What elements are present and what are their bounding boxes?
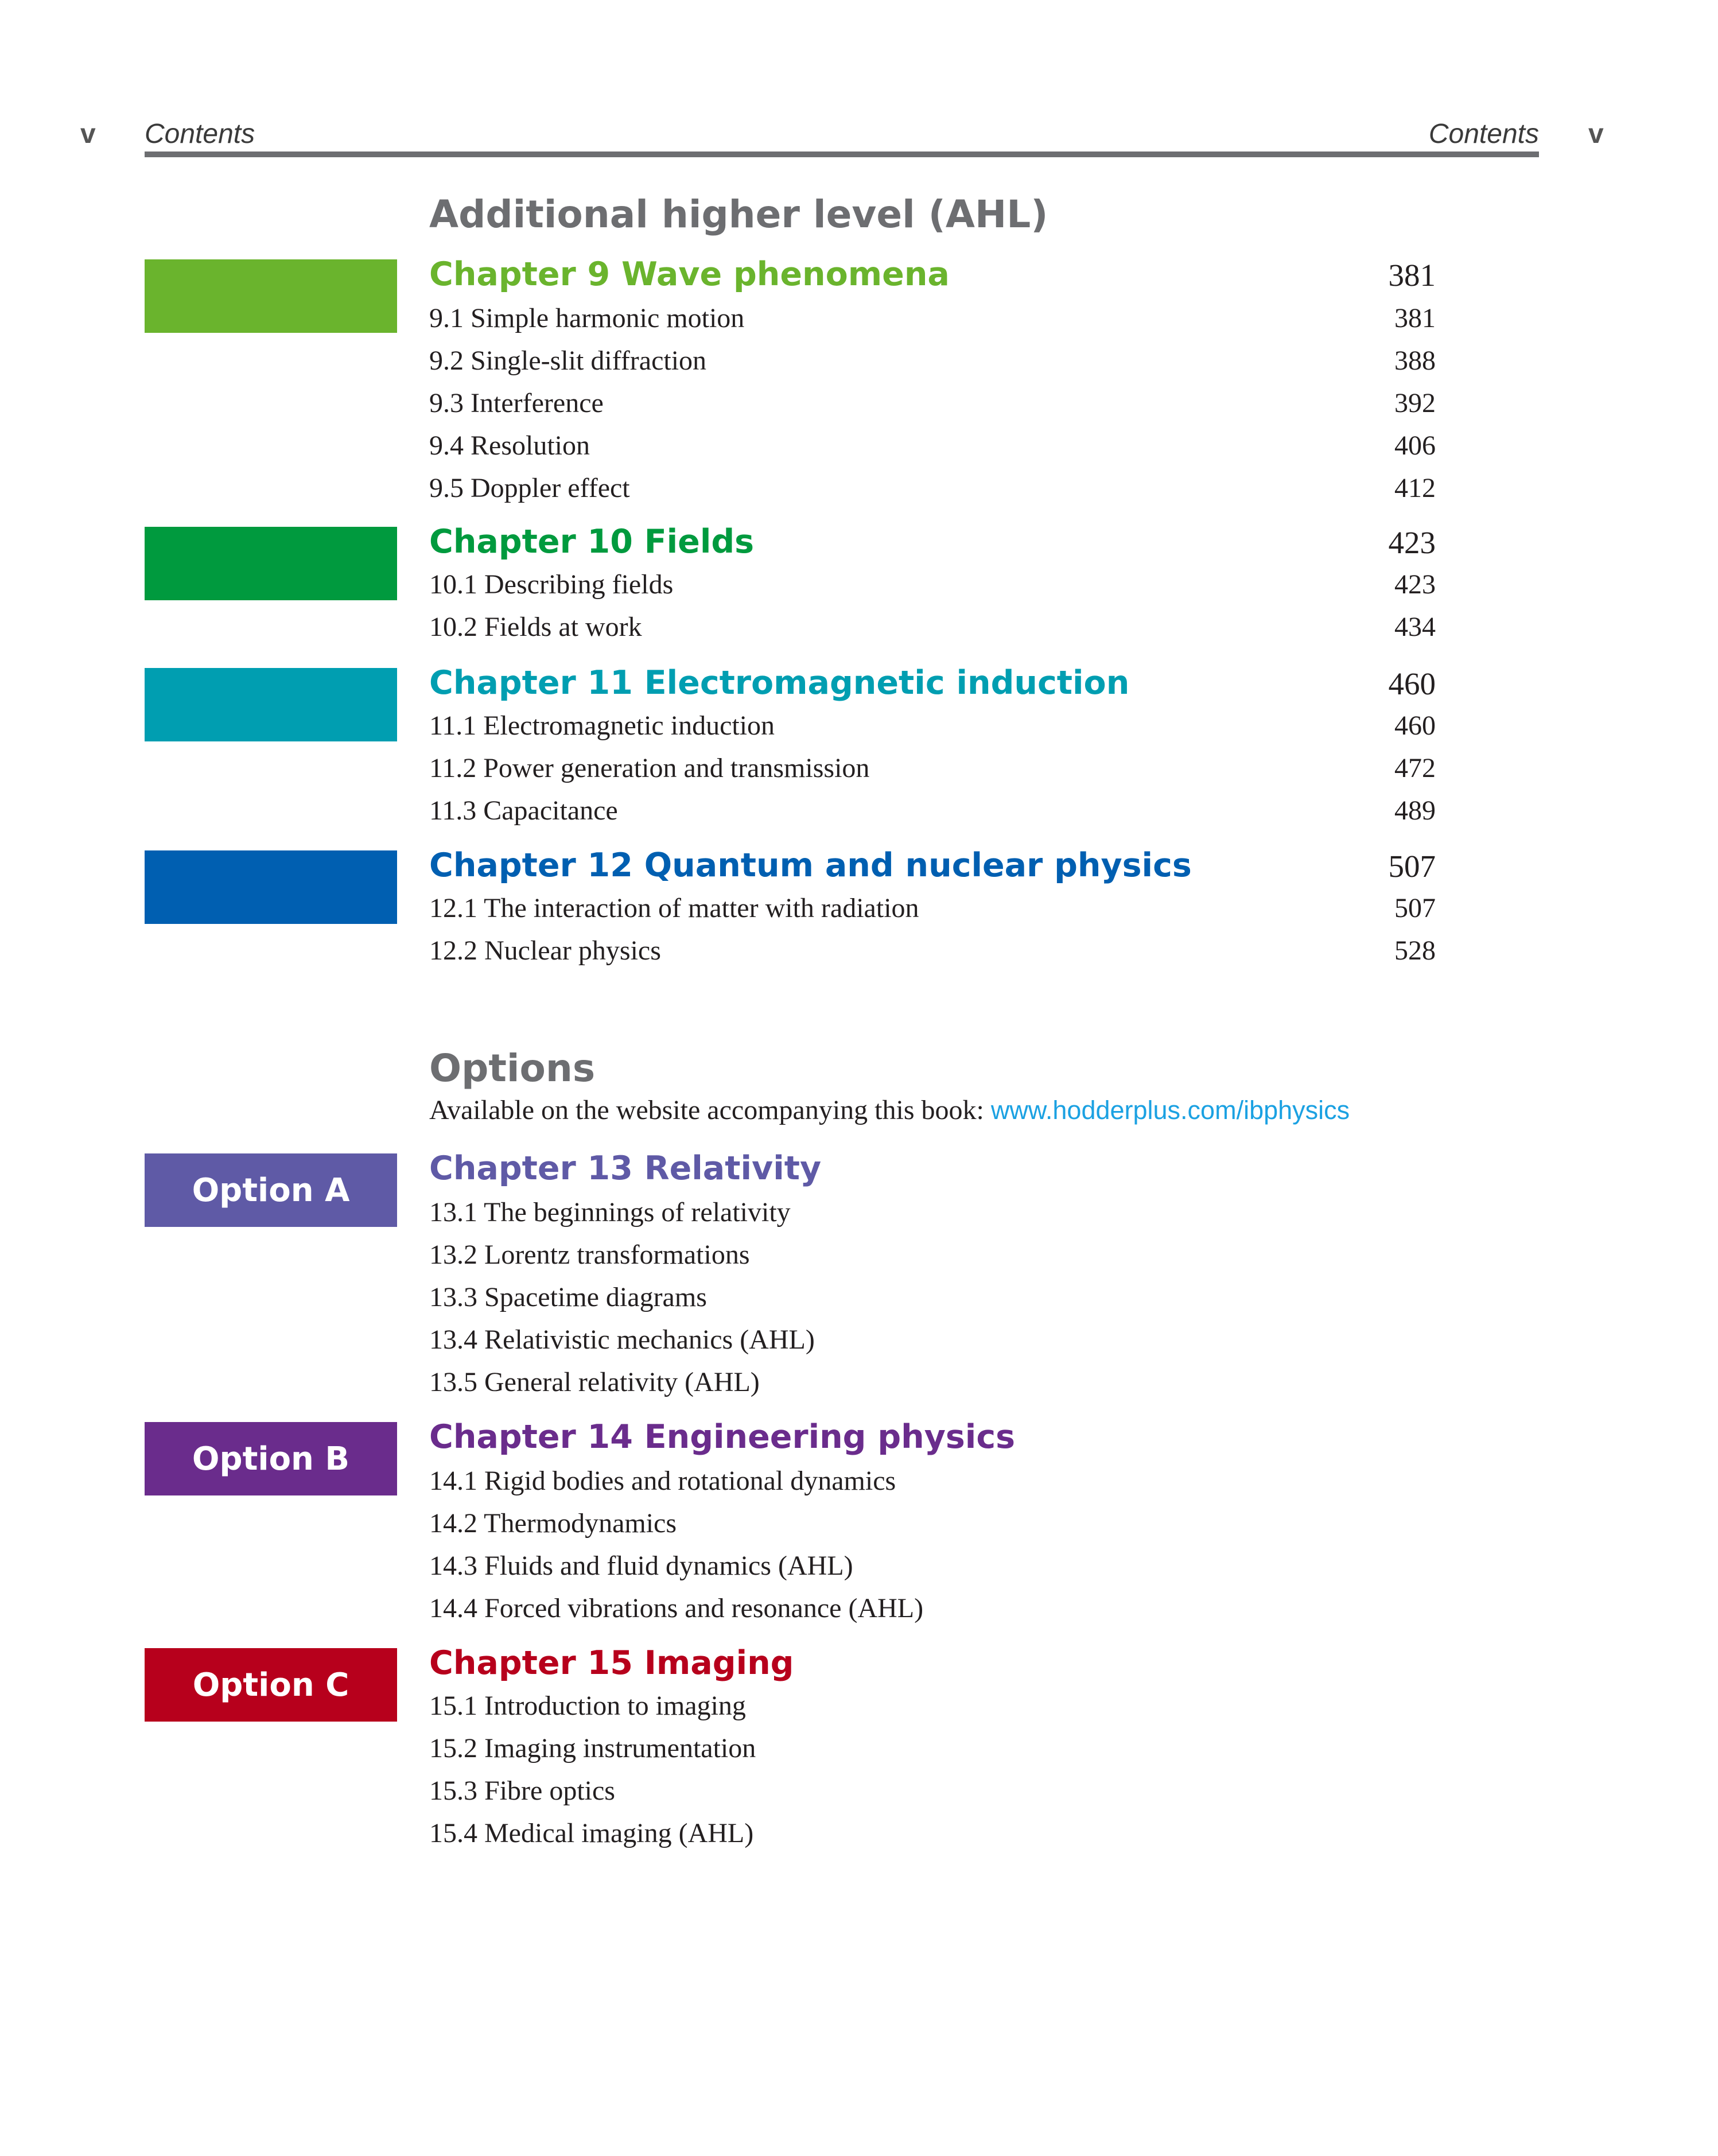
- chapter-10-color-block: [145, 527, 397, 600]
- options-heading: Options: [429, 1046, 596, 1090]
- section-9-5-page: 412: [1394, 473, 1436, 503]
- section-11-1-page: 460: [1394, 710, 1436, 741]
- section-9-2[interactable]: 9.2 Single-slit diffraction: [429, 345, 707, 376]
- section-11-1[interactable]: 11.1 Electromagnetic induction: [429, 710, 775, 741]
- left-running-title: Contents: [145, 119, 255, 149]
- header-rule: [145, 151, 1539, 157]
- section-13-3[interactable]: 13.3 Spacetime diagrams: [429, 1282, 707, 1312]
- section-9-3-page: 392: [1394, 388, 1436, 418]
- chapter-10-page: 423: [1388, 525, 1436, 560]
- right-page-number: v: [1588, 119, 1604, 149]
- option-b-badge: [145, 1422, 397, 1495]
- section-9-3[interactable]: 9.3 Interference: [429, 388, 604, 418]
- chapter-11-title[interactable]: Chapter 11 Electromagnetic induction: [429, 664, 1130, 702]
- section-11-2[interactable]: 11.2 Power generation and transmission: [429, 753, 870, 783]
- section-10-1[interactable]: 10.1 Describing fields: [429, 569, 674, 600]
- section-11-3[interactable]: 11.3 Capacitance: [429, 795, 618, 826]
- section-14-4[interactable]: 14.4 Forced vibrations and resonance (AHL): [429, 1593, 924, 1623]
- chapter-12-title[interactable]: Chapter 12 Quantum and nuclear physics: [429, 846, 1192, 884]
- chapter-12-color-block: [145, 850, 397, 924]
- ahl-heading: Additional higher level (AHL): [429, 192, 1048, 236]
- section-10-2-page: 434: [1394, 612, 1436, 642]
- section-9-4[interactable]: 9.4 Resolution: [429, 430, 590, 461]
- option-c-label: Option C: [192, 1666, 349, 1704]
- chapter-9-color-block: [145, 259, 397, 333]
- section-14-1[interactable]: 14.1 Rigid bodies and rotational dynamics: [429, 1466, 896, 1496]
- section-9-1-page: 381: [1394, 303, 1436, 333]
- chapter-9-title[interactable]: Chapter 9 Wave phenomena: [429, 255, 950, 293]
- section-13-2[interactable]: 13.2 Lorentz transformations: [429, 1240, 750, 1270]
- section-11-3-page: 489: [1394, 795, 1436, 826]
- section-13-5[interactable]: 13.5 General relativity (AHL): [429, 1367, 760, 1397]
- options-intro-text: Available on the website accompanying this book:: [429, 1095, 991, 1125]
- section-15-3[interactable]: 15.3 Fibre optics: [429, 1776, 615, 1806]
- section-9-5[interactable]: 9.5 Doppler effect: [429, 473, 630, 503]
- section-14-3[interactable]: 14.3 Fluids and fluid dynamics (AHL): [429, 1551, 853, 1581]
- chapter-11-page: 460: [1388, 666, 1436, 701]
- section-15-1[interactable]: 15.1 Introduction to imaging: [429, 1691, 746, 1721]
- section-15-4[interactable]: 15.4 Medical imaging (AHL): [429, 1818, 754, 1848]
- section-10-2[interactable]: 10.2 Fields at work: [429, 612, 642, 642]
- chapter-15-title[interactable]: Chapter 15 Imaging: [429, 1644, 794, 1682]
- section-12-2-page: 528: [1394, 935, 1436, 966]
- section-12-1[interactable]: 12.1 The interaction of matter with radiation: [429, 893, 919, 923]
- chapter-14-title[interactable]: Chapter 14 Engineering physics: [429, 1418, 1016, 1456]
- chapter-12-page: 507: [1388, 849, 1436, 884]
- option-c-badge: [145, 1648, 397, 1722]
- option-b-label: Option B: [192, 1440, 350, 1478]
- section-11-2-page: 472: [1394, 753, 1436, 783]
- section-9-1[interactable]: 9.1 Simple harmonic motion: [429, 303, 745, 333]
- chapter-13-title[interactable]: Chapter 13 Relativity: [429, 1149, 822, 1187]
- section-13-1[interactable]: 13.1 The beginnings of relativity: [429, 1197, 791, 1227]
- section-14-2[interactable]: 14.2 Thermodynamics: [429, 1508, 677, 1539]
- section-15-2[interactable]: 15.2 Imaging instrumentation: [429, 1733, 756, 1763]
- section-13-4[interactable]: 13.4 Relativistic mechanics (AHL): [429, 1324, 815, 1355]
- section-9-4-page: 406: [1394, 430, 1436, 461]
- options-intro: [429, 1093, 1350, 1128]
- section-10-1-page: 423: [1394, 569, 1436, 600]
- option-a-badge: [145, 1153, 397, 1227]
- chapter-9-page: 381: [1388, 258, 1436, 293]
- chapter-11-color-block: [145, 668, 397, 741]
- website-link[interactable]: www.hodderplus.com/ibphysics: [990, 1096, 1350, 1125]
- section-12-1-page: 507: [1394, 893, 1436, 923]
- right-running-title: Contents: [1428, 119, 1539, 149]
- left-page-number: v: [80, 119, 96, 149]
- section-12-2[interactable]: 12.2 Nuclear physics: [429, 935, 661, 966]
- section-9-2-page: 388: [1394, 345, 1436, 376]
- chapter-10-title[interactable]: Chapter 10 Fields: [429, 523, 755, 561]
- option-a-label: Option A: [192, 1171, 350, 1209]
